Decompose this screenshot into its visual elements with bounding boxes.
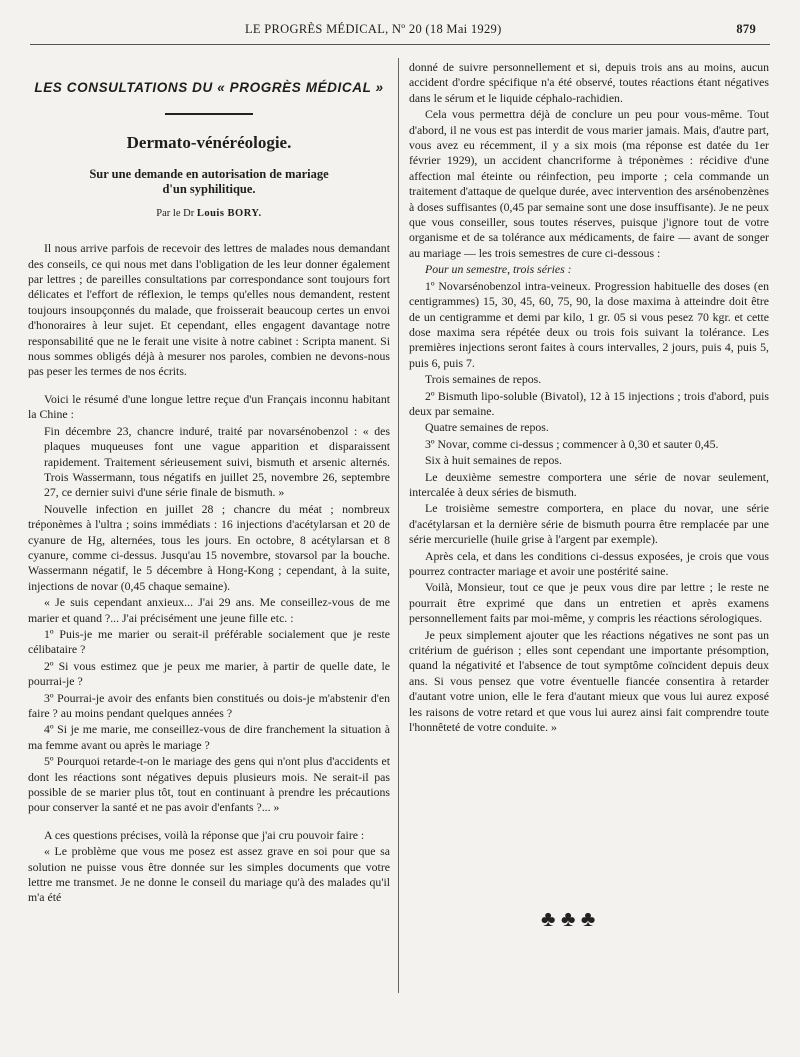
paragraph: « Le problème que vous me posez est assez grave en soi pour que sa solution ne puisse vous être donnée sur les simples documents que votre lettre me transmet. Je ne donne le conseil du mariage qu'à des malades qu'il m'a été (28, 844, 390, 905)
header-rule (30, 44, 770, 45)
right-column (409, 60, 769, 736)
byline (28, 206, 390, 221)
paragraph: Le deuxième semestre comportera une série de novar seulement, intercalée à deux séries de bismuth. (409, 469, 769, 499)
running-header (40, 22, 760, 40)
treatment-step: 1º Novarsénobenzol intra-veineux. Progression habituelle des doses (en centigrammes) 15, 30, 45, 60, 75, 90, la dose maxima à atteindre doit être de un centigramme et demi par kilo, 1 gr. 05 si vous pesez 70 kgr. et cette dose maxima sera répétée deux ou trois fois suivant la tolérance. Les premières injections seront faites à cours intervalles, 2 jours, puis 4, puis 5, puis 6, puis 7. (409, 278, 769, 370)
article-subtitle (28, 167, 390, 197)
byline-prefix: Par le Dr (156, 207, 195, 219)
ornament-glyphs: ♣ ♣ ♣ (541, 906, 596, 931)
paragraph: « Je suis cependant anxieux... J'ai 29 ans. Me conseillez-vous de me marier et quand ?... J'ai précisément une jeune fille etc. : (28, 595, 390, 625)
paragraph: Cela vous permettra déjà de conclure un peu pour vous-même. Tout d'abord, il ne vous est pas interdit de vous marier jamais. Mais, d'autre part, vous avez eu récemment, il y a six mois (ma réponse est datée du 1er février 1929), un accident chancriforme à tréponèmes : récidive d'une affection mal éteinte ou réinfection, peu importe ; cela commande un traitement d'attaque de quelque durée, avec intervention des arsénobenzènes à doses suffisantes (0,45 par semaine sont une dose insuffisante). Je ne peux que vous conseiller, sous toutes réserves, puisque j'ignore tout de votre organisme et de sa tolérance aux médicaments, de faire — avant de songer au mariage — les trois semestres de cure ci-dessous : (409, 107, 769, 260)
question-item: 3º Pourrai-je avoir des enfants bien constitués ou dois-je m'abstenir d'en faire ? au moins pendant quelques années ? (28, 690, 390, 720)
paragraph: A ces questions précises, voilà la réponse que j'ai cru pouvoir faire : (44, 827, 365, 842)
question-item: 2º Si vous estimez que je peux me marier, à partir de quelle date, le pourrai-je ? (28, 658, 390, 689)
question-item: 1º Puis-je me marier ou serait-il préférable socialement que je reste célibataire ? (28, 626, 390, 657)
column-divider (398, 58, 399, 993)
paragraph: Voilà, Monsieur, tout ce que je peux vous dire par lettre ; le reste ne pourrait être exprimé que dans un entretien et après examens personnellement faits par moi-même, y compris les réactions sérologiques. (409, 580, 769, 626)
end-ornament (535, 906, 645, 932)
section-heading: LES CONSULTATIONS DU « PROGRÈS MÉDICAL » (34, 80, 384, 95)
question-item: 4º Si je me marie, me conseillez-vous de dire franchement la situation à ma femme avant ou après le mariage ? (28, 722, 390, 752)
paragraph: Pour un semestre, trois séries : (425, 262, 572, 277)
rest-period: Trois semaines de repos. (425, 372, 542, 387)
page-number: 879 (736, 22, 756, 36)
subtitle-line-2: d'un syphilitique. (162, 181, 256, 196)
paragraph: Il nous arrive parfois de recevoir des lettres de malades nous demandant des conseils, ce qui nous met dans l'obligation de les leur donner également par lettres ; de pareilles consultations par correspondance sont toujours fort délicates et l'effort de réflexion, le temps qu'elles nous demandent, restent toujours insoupçonnés du malade, que froisserait beaucoup certes un envoi d'honoraires à leur sujet. Et cependant, elles engagent davantage notre responsabilité que ne le ferait une visite à notre cabinet : Scripta manent. Si nous sommes obligés déjà à mesurer nos paroles, combien ne devons-nous pas peser les termes de nos écrits. (28, 241, 390, 379)
author-name: Louis BORY. (196, 207, 262, 219)
paragraph: Le troisième semestre comportera, en place du novar, une série d'acétylarsan et la dernière série de bismuth pourra être remplacée par une série mercurielle (huile grise à l'argent par exemple). (409, 501, 769, 547)
subtitle-line-1: Sur une demande en autorisation de mariage (89, 166, 329, 181)
running-title: LE PROGRÈS MÉDICAL, Nº 20 (18 Mai 1929) (245, 22, 502, 36)
paragraph: Je peux simplement ajouter que les réactions négatives ne sont pas un critérium de guérison ; elles sont cependant une importante présomption, quand la négativité et l'absence de tout symptôme coïncident depuis deux ans. Si vous pensez que votre éventuelle fiancée consentira à retarder d'autant votre union, elle le fera d'autant mieux que vous lui aurez exposé les raisons de votre retard et que vous lui aurez ainsi fait comprendre toute l'honnêteté de votre conduite. » (409, 627, 769, 735)
left-column (28, 60, 390, 907)
paragraph: Nouvelle infection en juillet 28 ; chancre du méat ; nombreux tréponèmes à l'ultra ; soins immédiats : 16 injections d'acétylarsan et 20 de cyanure de Hg, alternées, tous les jours. En octobre, 8 acétylarsan et 8 cyanure, comme ci-dessus. Jusqu'au 15 novembre, stovarsol par la bouche. Wassermann négatif, le 5 décembre à Hong-Kong ; cependant, à la suite, injections de novar (0,45 chaque semaine). (28, 501, 390, 593)
rest-period: Quatre semaines de repos. (425, 420, 549, 435)
paragraph: Fin décembre 23, chancre induré, traité par novarsénobenzol : « des plaques muqueuses font une vague apparition et disparaissent rapidement. Traitement sérieusement suivi, bismuth et arsenic alternés. Trois Wassermann, tous négatifs en juillet 25, novembre 26, septembre 27, ce dernier suivi d'une série finale de bismuth. » (44, 423, 390, 500)
paragraph: donné de suivre personnellement et si, depuis trois ans au moins, aucun accident d'ordre spécifique n'a été observé, toutes réactions étant négatives dans le sérum et le liquide céphalo-rachidien. (409, 60, 769, 105)
treatment-step: 2º Bismuth lipo-soluble (Bivatol), 12 à 15 injections ; trois d'abord, puis deux par semaine. (409, 388, 769, 418)
rest-period: Six à huit semaines de repos. (425, 453, 562, 468)
section-rule (165, 113, 253, 115)
paragraph: Voici le résumé d'une longue lettre reçue d'un Français inconnu habitant la Chine : (28, 391, 390, 422)
paragraph: Après cela, et dans les conditions ci-dessus exposées, je crois que vous pourrez contracter mariage et avoir une postérité saine. (409, 548, 769, 578)
article-title: Dermato-vénéréologie. (126, 133, 292, 153)
question-item: 5º Pourquoi retarde-t-on le mariage des gens qui n'ont plus d'accidents et dont les réactions sont négatives depuis plusieurs mois. Ne serait-il pas possible de se marier plus tôt, tout en continuant à prendre les précautions pour conserver la santé et ne pas avoir d'enfants ?... » (28, 754, 390, 815)
treatment-step: 3º Novar, comme ci-dessus ; commencer à 0,30 et sauter 0,45. (425, 436, 719, 451)
